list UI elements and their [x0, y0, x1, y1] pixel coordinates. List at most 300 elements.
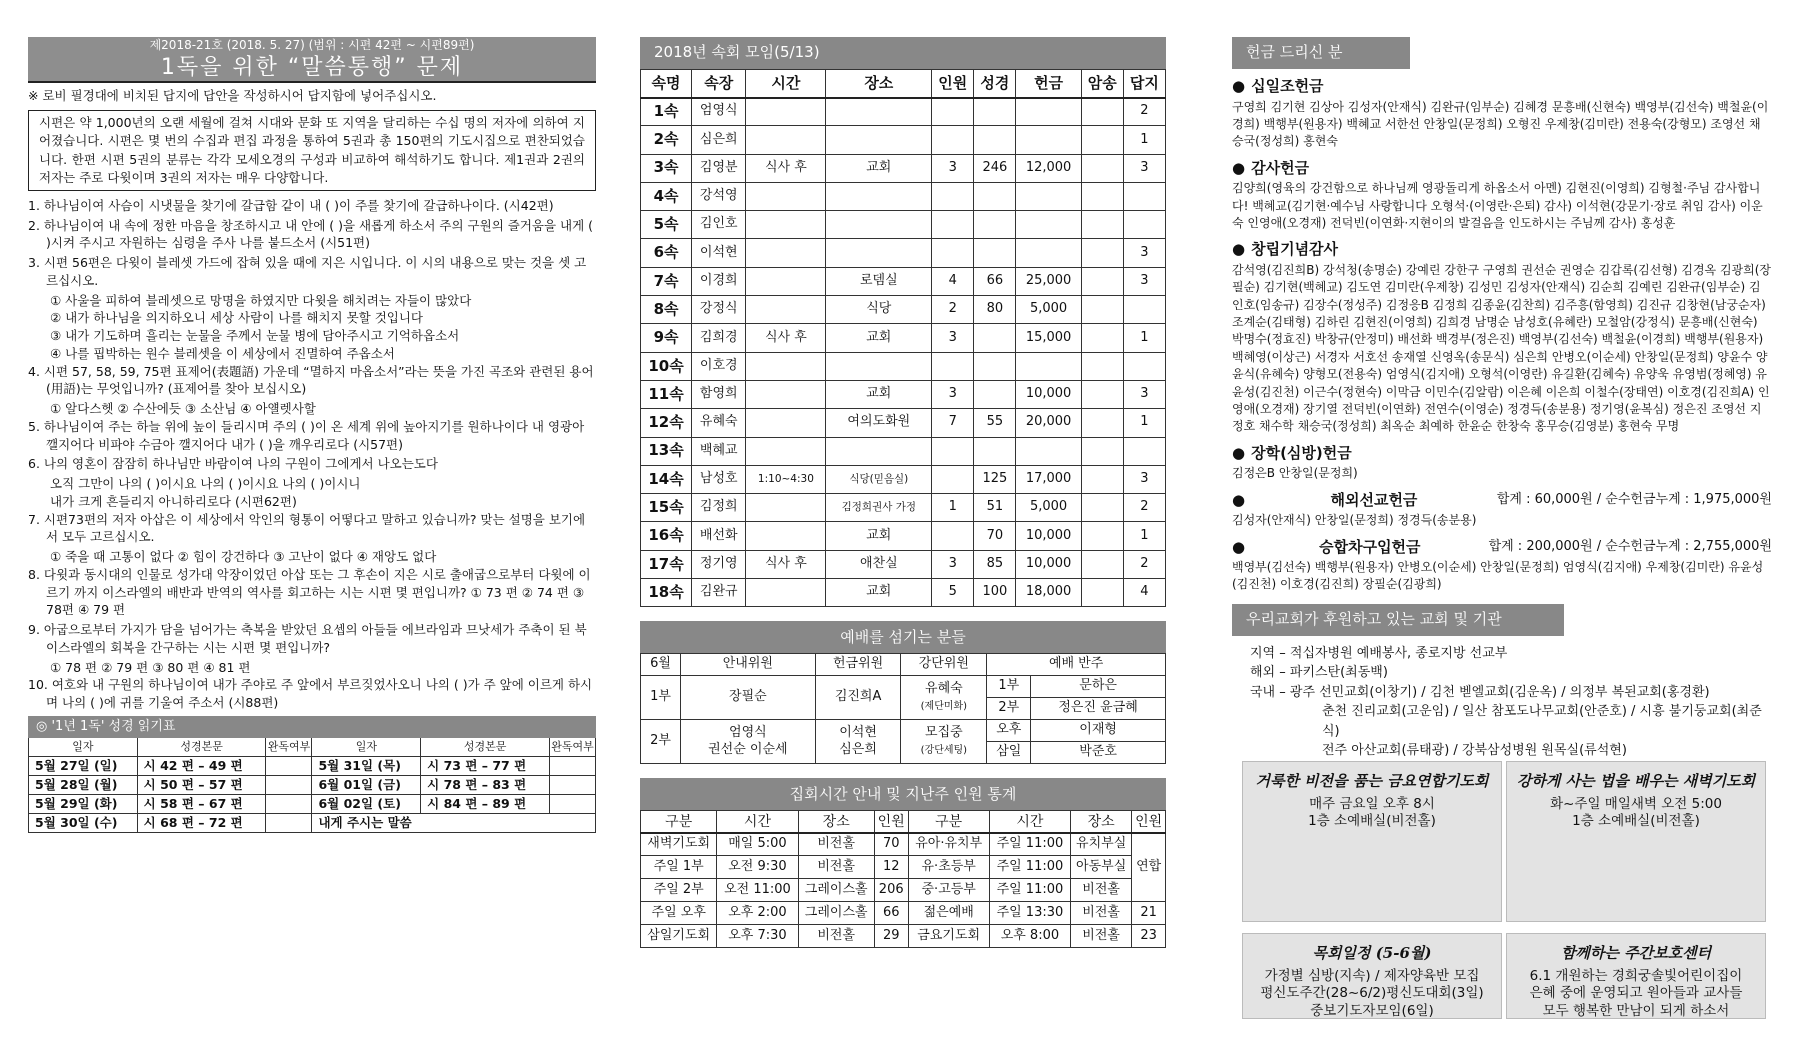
meeting-cell: 246 [974, 154, 1016, 182]
serve-header: 강단위원 [901, 654, 987, 676]
serve-header: 헌금위원 [815, 654, 901, 676]
offering-names: 감석영(김진희B) 강석청(송명순) 강예린 강한구 구영희 권선순 권영순 김갑록(김선형) 김경옥 김광희(장필순) 김기현(백혜교) 김도연 김미란(우제창) 김성민 김성자(안재식) 김순희 김예린 김완규(임부순) 김인호(임송규) 김장수(정성주) 김정응B 김정희 김종윤(김찬희) 김주흥(함영희) 김진규 김창현(남궁순자) 조계순(김태형) 김하린 김현진(이영희) 김희경 남명순 남성호(유혜란) 모철암(강정식) 문흥배(신현숙) 박명수(정효진) 박창규(안정미) 배선화 백경부(정은진) 백영부(김선숙) 백철윤(이경희) 백행부(원용자) 백혜영(이상근) 서경자 서호선 송재열 신영옥(송문식) 심은희 안병오(이순세) 안창일(문정희) 양윤수 양윤식(유혜숙) 양형모(전용숙) 엄영식(김지애) 오형석(이영란) 유길환(김혜숙) 유양욱 유영범(정혜영) 유윤성(김진천) 이근수(정현숙) 이막금 이민수(김알람) 이은혜 이은희 이철수(장태연) 이호경(김진희A) 인영애(오경재) 장기열 전덕빈(이연화) 전연수(이영순) 정경득(송분용) 정기영(윤복심) 정은진 조영선 지정호 채수학 채승국(정성희) 최옥순 최예하 한윤순 한창숙 홍무승(김영분) 홍현숙 무명 [1232, 262, 1772, 434]
stat-cell: 새벽기도회 [641, 833, 717, 856]
car-header [1232, 538, 1772, 558]
question-option: 내가 크게 흔들리지 아니하리로다 (시편62편) [50, 493, 297, 509]
stat-cell: 비전홀 [1070, 925, 1131, 948]
offering-section [1232, 77, 1772, 151]
stat-header: 장소 [798, 811, 874, 833]
meeting-cell [826, 239, 932, 267]
offering-names: 김양희(영육의 강건함으로 하나님께 영광돌리게 하옵소서 아멘) 김현진(이영희) 김형철·주님 감사합니다! 백혜교(김기현·예수님 사랑합니다 오형석·(이영란·은퇴) 감사) 이석현(강문기·장로 취임 감사) 이운숙 인영애(오경재) 전덕빈(이연화·지현이의 발걸음을 인도하시는 주님께 감사) 홍성훈 [1232, 181, 1763, 230]
meeting-cell [1123, 352, 1165, 380]
band-player: 박준호 [1031, 742, 1166, 764]
meeting-cell: 이호경 [692, 352, 746, 380]
meeting-cell: 2속 [641, 126, 692, 154]
reading-text: 시 68 편 – 72 편 [137, 814, 266, 833]
car-offering [1232, 538, 1772, 594]
meeting-cell: 11속 [641, 380, 692, 408]
band-service: 오후 [987, 720, 1031, 742]
stat-cell: 그레이스홀 [798, 902, 874, 925]
question: 4. 시편 57, 58, 59, 75편 표제어(表題語) 가운데 “멸하지 마옵소서”라는 뜻을 가진 곡조와 관련된 용어(用語)는 무엇입니까? (표제어를 찾아 보십시오) [28, 363, 594, 397]
meeting-cell: 5속 [641, 211, 692, 239]
meeting-cell [826, 211, 932, 239]
mission-title: ● 해외선교헌금 [1330, 490, 1418, 509]
reading-message-label: 내게 주시는 말씀 [312, 814, 596, 833]
meeting-cell: 1 [1123, 409, 1165, 437]
meeting-cell: 1:10~4:30 [746, 465, 826, 493]
reading-header: 성경본문 [421, 738, 550, 757]
meeting-cell: 2 [1123, 494, 1165, 522]
meeting-cell [1123, 437, 1165, 465]
meeting-cell [1081, 352, 1123, 380]
serve-title: 예배를 섬기는 분들 [640, 621, 1166, 653]
meeting-cell [746, 579, 826, 607]
meeting-cell [974, 380, 1016, 408]
notice-box-line: 1층 소예배실(비전홀) [1308, 813, 1436, 830]
meeting-cell: 3 [1123, 465, 1165, 493]
meeting-cell: 김희경 [692, 324, 746, 352]
meeting-cell: 3 [1123, 267, 1165, 295]
reading-row [29, 776, 596, 795]
meeting-cell: 4 [932, 267, 974, 295]
support-item: 국내 – 광주 선민교회(이창기) / 김천 벧엘교회(김운옥) / 의정부 복된교회(홍경환) [1250, 684, 1710, 700]
meeting-cell: 1속 [641, 98, 692, 126]
meeting-cell: 함영희 [692, 380, 746, 408]
offering-section-title: ● 창립기념감사 [1232, 240, 1772, 260]
serve-altar-role: (제단미화) [920, 700, 968, 712]
meeting-cell [746, 437, 826, 465]
meeting-cell [932, 522, 974, 550]
meeting-cell [974, 126, 1016, 154]
notice-box [1506, 761, 1766, 922]
meeting-header: 답지 [1123, 70, 1165, 98]
reading-header: 완독여부 [266, 738, 312, 757]
meeting-header: 헌금 [1016, 70, 1081, 98]
meeting-cell [1016, 437, 1081, 465]
notice-box-body [1507, 968, 1765, 1021]
meeting-cell [826, 182, 932, 210]
support-item: 춘천 진리교회(고운임) / 일산 참포도나무교회(안준호) / 시흥 불기둥교회(최준식) [1322, 704, 1762, 739]
meeting-cell: 식당 [826, 296, 932, 324]
reading-text: 시 58 편 – 67 편 [137, 795, 266, 814]
meeting-cell [974, 98, 1016, 126]
notice-box-line: 매주 금요일 오후 8시 [1309, 795, 1435, 812]
stat-row [641, 902, 1166, 925]
notice-box-body [1507, 796, 1765, 831]
reading-row [29, 757, 596, 776]
serve-altar-role: (강단세팅) [920, 744, 968, 756]
stat-count: 21 [1132, 902, 1166, 925]
question: 9. 아굽으로부터 가지가 담을 넘어가는 축복을 받았던 요셉의 아들들 에브라임과 므낫세가 주축이 된 북이스라엘의 회복을 간구하는 시는 시편 몇 편입니까? [28, 622, 587, 655]
stat-cell: 비전홀 [798, 833, 874, 856]
band-player: 이재형 [1031, 720, 1166, 742]
question: 8. 다윗과 동시대의 인물로 성가대 악장이었던 아삽 또는 그 후손이 지은 시로 출애굽으로부터 다윗에 이르기 까지 이스라엘의 배반과 반역의 역사를 회고하는 시는 시편 몇 편입니까? ① 73 편 ② 74 편 ③ 78편 ④ 79 편 [28, 566, 591, 618]
meeting-header: 속명 [641, 70, 692, 98]
meeting-cell: 3 [932, 380, 974, 408]
meeting-cell [1081, 126, 1123, 154]
offering-column [1232, 37, 1772, 761]
meeting-cell [974, 324, 1016, 352]
support-item: 해외 – 파키스탄(최동백) [1250, 665, 1388, 681]
reading-text: 시 84 편 – 89 편 [421, 795, 550, 814]
question-list [28, 197, 596, 712]
meeting-cell: 교회 [826, 324, 932, 352]
meeting-cell: 남성호 [692, 465, 746, 493]
meeting-cell: 정기영 [692, 550, 746, 578]
serve-guide: 장필순 [681, 676, 816, 720]
offering-section [1232, 240, 1772, 435]
reading-check [266, 795, 312, 814]
meeting-row [641, 182, 1166, 210]
meeting-cell [1081, 324, 1123, 352]
reading-date: 5월 30일 (수) [29, 814, 138, 833]
meeting-cell: 13속 [641, 437, 692, 465]
offering-section-title: ● 감사헌금 [1232, 159, 1772, 179]
meeting-cell [1081, 98, 1123, 126]
meeting-cell: 20,000 [1016, 409, 1081, 437]
meeting-cell [1016, 98, 1081, 126]
meeting-cell: 교회 [826, 522, 932, 550]
stat-cell: 비전홀 [798, 925, 874, 948]
meeting-cell [1016, 239, 1081, 267]
stat-cell: 삼일기도회 [641, 925, 717, 948]
stat-cell: 12 [874, 856, 908, 879]
question-option: ③ 내가 기도하며 흘리는 눈물을 주께서 눈물 병에 담아주시고 기억하옵소서 [50, 328, 460, 343]
stat-cell: 206 [874, 879, 908, 902]
mission-header [1232, 491, 1772, 511]
meeting-cell: 9속 [641, 324, 692, 352]
meeting-cell [1081, 296, 1123, 324]
meeting-cell [746, 98, 826, 126]
serve-guide [681, 720, 816, 764]
meeting-cell: 14속 [641, 465, 692, 493]
meeting-cell [1123, 296, 1165, 324]
notice-box-title: 강하게 사는 법을 배우는 새벽기도회 [1516, 772, 1756, 790]
meeting-cell: 85 [974, 550, 1016, 578]
question-option: ① 78 편 ② 79 편 ③ 80 편 ④ 81 편 [50, 659, 251, 675]
stat-cell: 주일 11:00 [989, 879, 1070, 902]
meeting-cell: 1 [1123, 522, 1165, 550]
meeting-cell: 3 [1123, 380, 1165, 408]
meeting-header: 장소 [826, 70, 932, 98]
meeting-cell: 17속 [641, 550, 692, 578]
meeting-cell: 강정식 [692, 296, 746, 324]
offering-title: 헌금 드리신 분 [1232, 37, 1410, 69]
stat-cell: 유치부실 [1070, 833, 1131, 856]
band-service: 1부 [987, 676, 1031, 698]
offering-names: 김정은B 안창일(문정희) [1232, 466, 1358, 481]
car-sum: 합계 : 200,000원 / 순수헌금누계 : 2,755,000원 [1488, 538, 1772, 554]
meeting-row [641, 324, 1166, 352]
meeting-cell: 로뎀실 [826, 267, 932, 295]
meeting-cell [1016, 352, 1081, 380]
question: 2. 하나님이여 내 속에 정한 마음을 창조하시고 내 안에 ( )을 새롭게 하소서 주의 구원의 즐거움을 내게 ( )시켜 주시고 자원하는 심령을 주사 나를 붙드소서 (시51편) [28, 217, 594, 251]
reading-text: 시 42 편 – 49 편 [137, 757, 266, 776]
reading-check [550, 776, 596, 795]
cell-meeting-title: 2018년 속회 모임(5/13) [640, 37, 1166, 69]
meeting-cell [746, 380, 826, 408]
meeting-cell [1016, 182, 1081, 210]
notice-box-line: 1층 소예배실(비전홀) [1572, 813, 1700, 830]
meeting-cell: 7속 [641, 267, 692, 295]
meeting-cell [1081, 380, 1123, 408]
meeting-cell [974, 437, 1016, 465]
meeting-row [641, 380, 1166, 408]
notice-box-line: 6.1 개원하는 경희궁솔빛어린이집이 [1529, 967, 1743, 984]
mission-offering [1232, 491, 1772, 530]
meeting-cell: 배선화 [692, 522, 746, 550]
notice-box-line: 화~주일 매일새벽 오전 5:00 [1550, 795, 1722, 812]
stat-cell: 유·초등부 [908, 856, 989, 879]
stat-cell: 주일 오후 [641, 902, 717, 925]
band-player: 정은진 윤금혜 [1031, 698, 1166, 720]
meeting-cell: 3 [932, 550, 974, 578]
stat-cell: 주일 13:30 [989, 902, 1070, 925]
reading-date: 5월 27일 (일) [29, 757, 138, 776]
stat-title: 집회시간 안내 및 지난주 인원 통계 [640, 778, 1166, 810]
stat-row [641, 833, 1166, 856]
meeting-header: 성경 [974, 70, 1016, 98]
meeting-row [641, 465, 1166, 493]
question: 6. 나의 영혼이 잠잠히 하나님만 바람이여 나의 구원이 그에게서 나오는도다 [28, 456, 438, 472]
stat-count: 연합 [1132, 833, 1166, 902]
meeting-cell [932, 98, 974, 126]
serve-altar [901, 676, 987, 720]
meeting-cell: 백혜교 [692, 437, 746, 465]
meeting-cell: 3속 [641, 154, 692, 182]
meeting-row [641, 267, 1166, 295]
quiz-note: ※ 로비 필경대에 비치된 답지에 답안을 작성하시어 답지함에 넣어주십시오. [28, 88, 437, 103]
meeting-cell: 8속 [641, 296, 692, 324]
question-option: ④ 나를 핍박하는 원수 블레셋을 이 세상에서 진멸하여 주옵소서 [50, 345, 395, 361]
meeting-cell: 51 [974, 494, 1016, 522]
meeting-cell: 식사 후 [746, 154, 826, 182]
meeting-cell: 4 [1123, 579, 1165, 607]
offering-names: 구영희 김기현 김상아 김성자(안재식) 김완규(임부순) 김혜경 문흥배(신현숙) 백영부(김선숙) 백철윤(이경희) 백행부(원용자) 백혜교 서한선 안창일(문정희) 오형진 우제창(김미란) 전용숙(강형모) 조영선 채승국(정성희) 홍현숙 [1232, 99, 1769, 149]
meeting-cell [1081, 522, 1123, 550]
meeting-cell: 유혜숙 [692, 409, 746, 437]
serve-table [640, 653, 1166, 764]
question-option: ① 사울을 피하여 블레셋으로 망명을 하였지만 다윗을 해치려는 자들이 많았다 [50, 292, 472, 308]
meeting-row [641, 409, 1166, 437]
serve-guide-name: 권선순 이순세 [708, 741, 788, 757]
meeting-cell: 5,000 [1016, 494, 1081, 522]
notice-box-title: 목회일정 (5-6월) [1312, 944, 1432, 962]
meeting-cell: 6속 [641, 239, 692, 267]
reading-header: 성경본문 [137, 738, 266, 757]
stat-cell: 66 [874, 902, 908, 925]
meeting-cell: 18속 [641, 579, 692, 607]
notice-box-line: 은혜 중에 운영되고 원아들과 교사들 [1529, 985, 1743, 1002]
meeting-cell [1081, 550, 1123, 578]
stat-header: 인원 [874, 811, 908, 833]
reading-header: 완독여부 [550, 738, 596, 757]
meeting-cell: 3 [1123, 154, 1165, 182]
meeting-cell: 교회 [826, 154, 932, 182]
meeting-cell [746, 409, 826, 437]
meeting-cell [826, 352, 932, 380]
stat-cell: 비전홀 [798, 856, 874, 879]
meeting-cell [1081, 579, 1123, 607]
mission-sum: 합계 : 60,000원 / 순수헌금누계 : 1,975,000원 [1496, 491, 1772, 507]
meeting-header: 인원 [932, 70, 974, 98]
reading-plan-table [28, 738, 596, 834]
meeting-cell: 12속 [641, 409, 692, 437]
meeting-row [641, 239, 1166, 267]
reading-check [550, 795, 596, 814]
meeting-cell: 이석현 [692, 239, 746, 267]
serve-week: 1부 [641, 676, 681, 720]
meeting-cell [1081, 494, 1123, 522]
meeting-cell: 17,000 [1016, 465, 1081, 493]
stat-cell: 그레이스홀 [798, 879, 874, 902]
stat-cell: 오전 9:30 [717, 856, 798, 879]
meeting-header: 암송 [1081, 70, 1123, 98]
meeting-cell [974, 182, 1016, 210]
notice-box-line: 평신도주간(28~6/2)평신도대회(3일) [1260, 985, 1484, 1002]
meeting-cell: 15속 [641, 494, 692, 522]
meeting-cell: 70 [974, 522, 1016, 550]
meeting-header: 속장 [692, 70, 746, 98]
reading-date: 6월 02일 (토) [312, 795, 421, 814]
meeting-cell: 김영분 [692, 154, 746, 182]
band-service: 삼일 [987, 742, 1031, 764]
stat-count: 23 [1132, 925, 1166, 948]
notice-box-title: 함께하는 주간보호센터 [1560, 944, 1712, 962]
meeting-cell [826, 437, 932, 465]
meeting-cell: 1 [932, 494, 974, 522]
offering-sections [1232, 77, 1772, 483]
stat-cell: 비전홀 [1070, 879, 1131, 902]
meeting-cell: 125 [974, 465, 1016, 493]
notice-box-line: 가정별 심방(지속) / 제자양육반 모집 [1264, 967, 1480, 984]
meeting-cell: 3 [932, 154, 974, 182]
meeting-cell: 이경희 [692, 267, 746, 295]
support-list [1250, 644, 1772, 761]
meeting-cell: 10속 [641, 352, 692, 380]
reading-check [550, 757, 596, 776]
reading-date: 5월 31일 (목) [312, 757, 421, 776]
meeting-cell [746, 239, 826, 267]
meeting-cell: 식당(믿음실) [826, 465, 932, 493]
stat-cell: 오전 11:00 [717, 879, 798, 902]
reading-date: 5월 29일 (화) [29, 795, 138, 814]
notice-box [1242, 761, 1502, 922]
meeting-cell [1081, 211, 1123, 239]
meeting-cell [1081, 465, 1123, 493]
meeting-cell [1081, 154, 1123, 182]
serve-offering [815, 720, 901, 764]
stat-cell: 오후 7:30 [717, 925, 798, 948]
meeting-column [640, 37, 1166, 948]
meeting-cell: 66 [974, 267, 1016, 295]
question-option: ① 알다스헷 ② 수산에듯 ③ 소산님 ④ 아얠렛사할 [50, 401, 316, 416]
meeting-cell: 10,000 [1016, 522, 1081, 550]
meeting-cell [746, 267, 826, 295]
meeting-cell [1081, 182, 1123, 210]
stat-header: 시간 [717, 811, 798, 833]
notice-box [1506, 933, 1766, 1019]
meeting-cell [826, 98, 932, 126]
reading-check [266, 814, 312, 833]
meeting-row [641, 494, 1166, 522]
meeting-cell [1016, 211, 1081, 239]
meeting-cell: 3 [1123, 239, 1165, 267]
question-option: ① 죽을 때 고통이 없다 ② 힘이 강건하다 ③ 고난이 없다 ④ 재앙도 없다 [50, 549, 437, 564]
meeting-cell: 애찬실 [826, 550, 932, 578]
meeting-row [641, 154, 1166, 182]
question: 10. 여호와 내 구원의 하나님이여 내가 주야로 주 앞에서 부르짖었사오니 나의 ( )가 주 앞에 이르게 하시며 나의 ( )에 귀를 기울여 주소서 (시88편) [28, 677, 593, 710]
stat-cell: 아동부실 [1070, 856, 1131, 879]
serve-guide-name: 엄영식 [729, 724, 767, 740]
stat-row [641, 925, 1166, 948]
meeting-cell: 100 [974, 579, 1016, 607]
serve-week: 2부 [641, 720, 681, 764]
meeting-cell: 김정희 [692, 494, 746, 522]
reading-date: 6월 01일 (금) [312, 776, 421, 795]
offering-section-title: ● 장학(심방)헌금 [1232, 444, 1772, 464]
stat-header: 장소 [1070, 811, 1131, 833]
meeting-cell: 김정희권사 가정 [826, 494, 932, 522]
question-option: ② 내가 하나님을 의지하오니 세상 사람이 나를 해치지 못할 것입니다 [50, 310, 423, 326]
meeting-cell: 2 [1123, 550, 1165, 578]
meeting-cell: 여의도화원 [826, 409, 932, 437]
quiz-column [28, 37, 596, 833]
issue-info: 제2018-21호 (2018. 5. 27) (범위 : 시편 42편 ~ 시편89편) [28, 37, 596, 53]
reading-plan-title: ◎ '1년 1독' 성경 읽기표 [28, 716, 596, 738]
support-title: 우리교회가 후원하고 있는 교회 및 기관 [1232, 604, 1564, 636]
meeting-cell [746, 182, 826, 210]
meeting-cell [746, 296, 826, 324]
meeting-cell: 식사 후 [746, 550, 826, 578]
meeting-row [641, 296, 1166, 324]
meeting-cell: 5,000 [1016, 296, 1081, 324]
notice-box [1242, 933, 1502, 1019]
serve-altar-name: 모집중 [925, 724, 963, 740]
meeting-cell: 3 [932, 324, 974, 352]
stat-cell: 29 [874, 925, 908, 948]
question: 3. 시편 56편은 다윗이 블레셋 가드에 잡혀 있을 때에 지은 시입니다. 이 시의 내용으로 맞는 것을 셋 고르십시오. [28, 255, 587, 288]
serve-header: 안내위원 [681, 654, 816, 676]
meeting-cell [932, 239, 974, 267]
meeting-cell: 심은희 [692, 126, 746, 154]
reading-check [266, 776, 312, 795]
quiz-title: 1독을 위한 “말씀통행” 문제 [28, 53, 596, 83]
stat-header: 구분 [908, 811, 989, 833]
meeting-cell: 18,000 [1016, 579, 1081, 607]
reading-text: 시 78 편 – 83 편 [421, 776, 550, 795]
serve-altar [901, 720, 987, 764]
meeting-cell [974, 239, 1016, 267]
meeting-cell: 2 [1123, 98, 1165, 126]
meeting-cell [1081, 239, 1123, 267]
meeting-cell: 10,000 [1016, 550, 1081, 578]
meeting-cell [1081, 267, 1123, 295]
serve-offering-name: 이석현 [839, 724, 877, 740]
meeting-cell [932, 211, 974, 239]
reading-date: 5월 28일 (월) [29, 776, 138, 795]
meeting-cell: 1 [1123, 324, 1165, 352]
stat-cell: 매일 5:00 [717, 833, 798, 856]
meeting-cell [746, 522, 826, 550]
notice-box-body [1243, 968, 1501, 1021]
stat-header: 인원 [1132, 811, 1166, 833]
meeting-cell: 25,000 [1016, 267, 1081, 295]
stat-cell: 오후 8:00 [989, 925, 1070, 948]
meeting-cell [932, 182, 974, 210]
meeting-cell: 교회 [826, 579, 932, 607]
notice-box-line: 모두 행복한 만남이 되게 하소서 [1542, 1002, 1730, 1019]
